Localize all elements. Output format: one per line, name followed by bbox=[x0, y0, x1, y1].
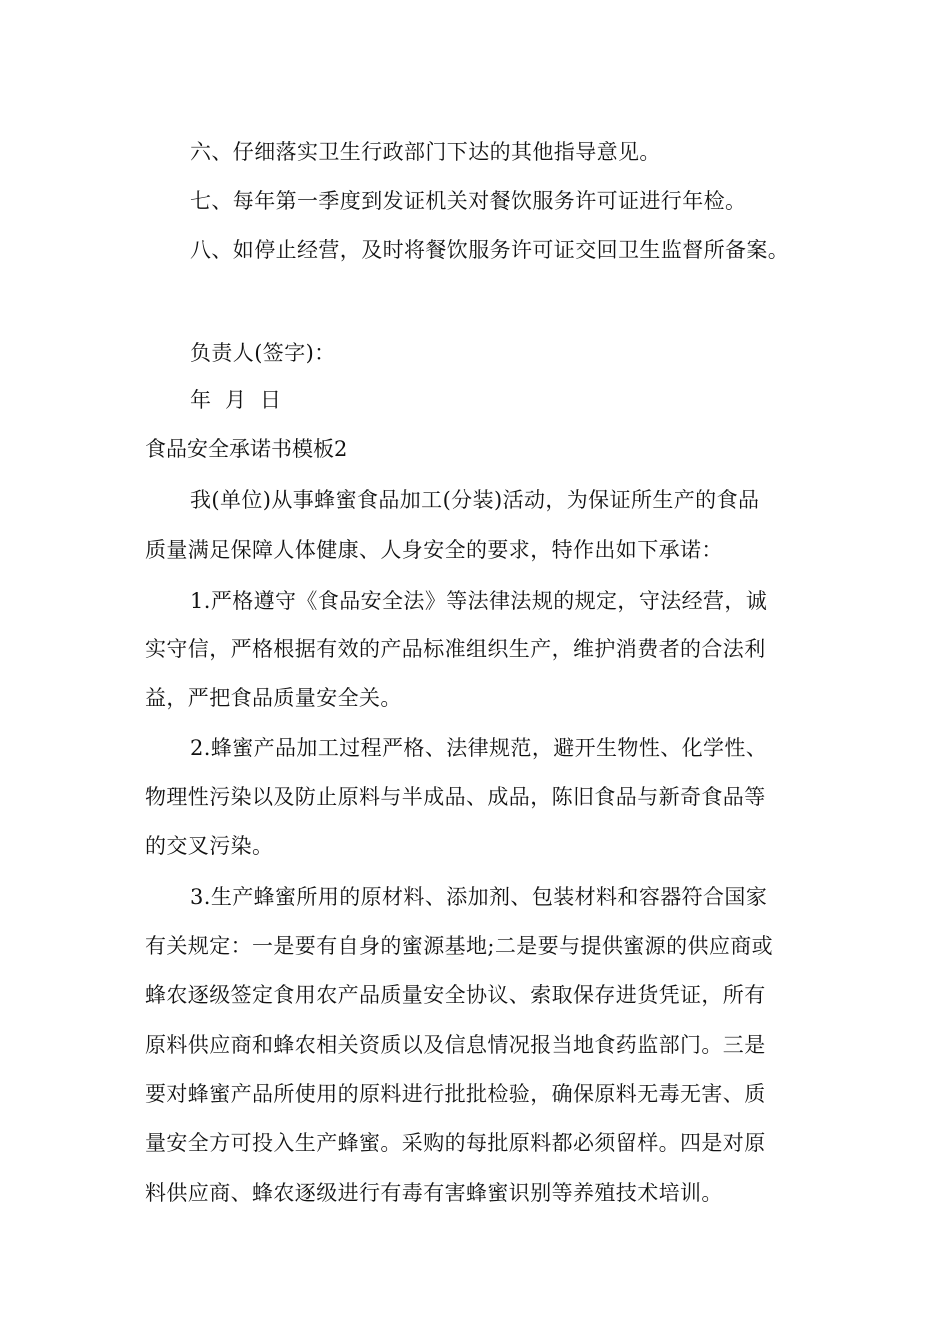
clause-1-line: 益，严把食品质量安全关。 bbox=[145, 686, 402, 710]
clause-1-line: 1.严格遵守《食品安全法》等法律法规的规定，守法经营，诚 bbox=[190, 589, 768, 613]
clause-3-line: 量安全方可投入生产蜂蜜。采购的每批原料都必须留样。四是对原 bbox=[145, 1131, 766, 1155]
promise-item-6: 六、仔细落实卫生行政部门下达的其他指导意见。 bbox=[190, 140, 661, 164]
clause-3-line: 蜂农逐级签定食用农产品质量安全协议、索取保存进货凭证，所有 bbox=[145, 983, 766, 1007]
clause-3-line: 3.生产蜂蜜所用的原材料、添加剂、包装材料和容器符合国家 bbox=[190, 885, 768, 909]
date-month: 月 bbox=[225, 388, 246, 412]
clause-3-line: 有关规定：一是要有自身的蜜源基地;二是要与提供蜜源的供应商或 bbox=[145, 934, 774, 958]
clause-3-line: 要对蜂蜜产品所使用的原料进行批批检验，确保原料无毒无害、质 bbox=[145, 1082, 766, 1106]
date-day: 日 bbox=[260, 388, 281, 412]
clause-2-line: 的交叉污染。 bbox=[145, 834, 274, 858]
clause-2-line: 2.蜂蜜产品加工过程严格、法律规范，避开生物性、化学性、 bbox=[190, 736, 768, 760]
promise-item-8: 八、如停止经营，及时将餐饮服务许可证交回卫生监督所备案。 bbox=[190, 238, 790, 262]
section-title: 食品安全承诺书模板2 bbox=[145, 437, 348, 461]
signature-label: 负责人(签字)： bbox=[190, 341, 336, 365]
clause-1-line: 实守信，严格根据有效的产品标准组织生产，维护消费者的合法利 bbox=[145, 637, 766, 661]
clause-3-line: 料供应商、蜂农逐级进行有毒有害蜂蜜识别等养殖技术培训。 bbox=[145, 1181, 723, 1205]
clause-2-line: 物理性污染以及防止原料与半成品、成品，陈旧食品与新奇食品等 bbox=[145, 785, 766, 809]
date-year: 年 bbox=[190, 388, 211, 412]
intro-line: 我(单位)从事蜂蜜食品加工(分装)活动，为保证所生产的食品 bbox=[190, 488, 760, 512]
intro-line: 质量满足保障人体健康、人身安全的要求，特作出如下承诺： bbox=[145, 538, 723, 562]
clause-3-line: 原料供应商和蜂农相关资质以及信息情况报当地食药监部门。三是 bbox=[145, 1033, 766, 1057]
date-line bbox=[190, 385, 281, 415]
promise-item-7: 七、每年第一季度到发证机关对餐饮服务许可证进行年检。 bbox=[190, 189, 747, 213]
